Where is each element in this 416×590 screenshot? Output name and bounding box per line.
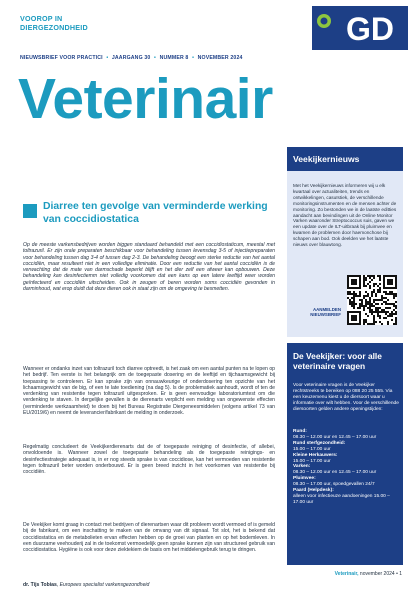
footer-date: november 2024 [359, 571, 395, 577]
article-intro: Op de meeste varkensbedrijven worden biggen standaard behandeld met een coccidiostaticum, meestal met toltrazuril. Er zijn orale preparaten beschikbaar voor behandeling tussen levensdag 3-5 of injectiepreparaten voor behandeling tussen dag 3-4 of tussen dag 2-3. De behandeling beoogt een sterke reductie van het aantal coccidiën, maar resulteert niet in een volledige eliminatie. Door een reductie van het aantal coccidiën is de verwachting dat de mate van darmschade beperkt blijft en het dier zelf een afweer kan opbouwen. Deze behandeling kan desinfectiemm niet volledig voorkomen dat een kans op een latere leeftijd weer worden geïnfecteerd en coccidiën uitscheiden. Ook in zeugen of beren worden soms coccidiën gevonden in darminhoud, wat erop duidt dat deze dieren ook in staat zijn om de omgeving te besmetten. [23, 242, 275, 293]
tagline-line-2: DIERGEZONDHEID [20, 23, 88, 32]
contact-box [287, 343, 403, 565]
opening-hours [293, 429, 399, 506]
page-footer [335, 571, 402, 577]
signup-label-line-1: AANMELDEN [312, 307, 341, 312]
news-heading: Veekijkernieuws [287, 147, 403, 171]
issue-separator: • [154, 55, 156, 61]
news-box [287, 147, 403, 337]
hours-value: 08.30 – 17.00 uur, spoedgevallen 24/7 [293, 482, 375, 488]
signup-label-line-2: NIEUWSBRIEF [310, 312, 341, 318]
tagline [20, 14, 88, 32]
hours-value: 15.00 – 17.00 uur [293, 458, 331, 464]
hours-value: alleen voor infectieuze aandoeningen 15.00 – 17.00 uur [293, 493, 390, 505]
page-number: 1 [399, 571, 402, 577]
signup-label[interactable] [293, 307, 341, 318]
masthead-title: Veterinair [18, 67, 273, 131]
news-signup [293, 273, 397, 331]
hours-label: Kleine Herkauwers: [293, 452, 338, 458]
gd-logo [312, 6, 408, 50]
author-role: Europees specialist varkensgezondheid [59, 582, 150, 588]
issue-line [20, 55, 403, 63]
issue-part-4: NOVEMBER 2024 [197, 55, 243, 61]
logo-text: GD [346, 11, 394, 47]
hours-label: Paard (Helpdesk): [293, 488, 334, 494]
tagline-line-1: VOOROP IN [20, 14, 63, 23]
contact-intro: Voor veterinaire vragen is de Veekijker rechtstreeks te bereiken op 088 20 25 555. Via een keuzemenu kiest u de diersoort waar u informatie over wilt hebben. Voor de verschillende diersoorten gelden andere openingstijden: [293, 383, 399, 412]
qr-code-icon[interactable] [347, 275, 397, 325]
hours-value: 08.30 – 12.00 uur en 12.45 – 17.00 uur [293, 470, 377, 476]
title-marker-square [23, 204, 37, 218]
footer-name: Veterinair, [334, 571, 359, 577]
issue-separator: • [106, 55, 109, 61]
qr-code-graphic [347, 275, 397, 325]
article-paragraph-3: De Veekijker komt graag in contact met bedrijven of dierenartsen waar dit probleem wordt vermoed of is gemeld bij de fabrikant, om een inschatting te maken van de omvang van dit signaal. Tot slot, het is bekend dat coccidiostatica en de metabolieten ervan effecten hebben op de groei van planten en op het bodemleven. In een duurzame veehouderij zal in de toekomst vermoedelijk geen sprake kunnen zijn van structureel gebruik van coccidiostatica. Hygiëne is ook voor deze ziektekiem de basis om het middelengebruik terug te dringen. [23, 522, 276, 554]
issue-part-1: NIEUWSBRIEF VOOR PRACTICI [20, 55, 103, 61]
article-header [23, 200, 273, 238]
contact-heading: De Veekijker: voor alle veterinaire vragen [293, 351, 382, 371]
news-text: Met het Veekijkernieuws informeren wij u elk kwartaal over actualiteiten, trends en ontwikkelingen, casuïstiek, de verschillende monitoringsinstrumenten en de mensen achter de monitoring. Zo bestonden we in de laatste editties aandacht aan bevindingen uit de Online Monitor Varken waaronder Streptococcus suis, gaven we een update over de ILT-uitbraak bij pluimvee en kwamen de problemen door haemonchose bij schapen aan bod. Ook deelden we het laatste nieuws over blauwtong. [293, 183, 397, 248]
hours-value: 08.30 – 12.00 uur en 12.45 – 17.00 uur [293, 434, 377, 440]
footer-separator: • [396, 571, 398, 577]
article-author: dr. Tijs Tobias, Europees specialist varkensgezondheid [23, 582, 150, 588]
hours-label: Rund sterfgezondheid: [293, 440, 346, 446]
hours-label: Varken: [293, 464, 311, 470]
issue-part-2: JAARGANG 30 [111, 55, 151, 61]
article-paragraph-2: Regelmatig concludeert de Veekijkerdierenarts dat de of toegepaste reiniging of desinfectie, of allebei, onvoldoende is. Wanneer zowel de toegepaste behandeling als de toegepaste reinigings- en desinfectiestrategie adequaat is, in er nog steeds sprake is van coccidiose, kan het vermoeden van resistentie tegen toltrazuril beter worden onderbouwd. Er is geen breed inzicht in het voorkomen van resistentie bij coccidiën. [23, 444, 275, 476]
gd-logo-mark [312, 6, 408, 50]
article-title: Diarree ten gevolge van verminderde werking van coccidiostatica [43, 201, 268, 225]
article-paragraph-1: Wanneer er ondanks inzet van toltrazuril toch diarree optreedt, is het zaak om een aantal punten na te lopen op het bedrijf. Ten eerste is het belangrijk om de toegepaste dosering en de leeftijd en tijchaamsgewicht bij toepassing te controleren. Er kan sprake zijn van onnauwkeurige of onderdosering ten opzichte van het lichaamsgewicht van de big, of een te late toediening (na dag 5). Is de problematiek aanhoudt, wordt of ten de verdenking van resistentie tegen toltrazuril uitgesproken. Er is geen eenvoudige laboratoriumtest om die verdenking te staven. In dergelijke gevallen is de dierenarts verplicht een melding van ongewenste effecten (verminderde werkzaamheid) te doen bij het Bureau Registratie Diergeneesmiddelen (volgens artikel 73 van EU/2019/6) en neemt de leverancier/fabrikant de melding in onderzoek. [23, 366, 275, 417]
issue-separator: • [192, 55, 195, 61]
issue-part-3: NUMMER 8 [159, 55, 189, 61]
hours-label: Pluimvee: [293, 476, 316, 482]
hours-value: 15.00 – 17.00 uur [293, 446, 331, 452]
hours-label: Rund: [293, 429, 307, 434]
author-name: dr. Tijs Tobias [23, 582, 57, 588]
